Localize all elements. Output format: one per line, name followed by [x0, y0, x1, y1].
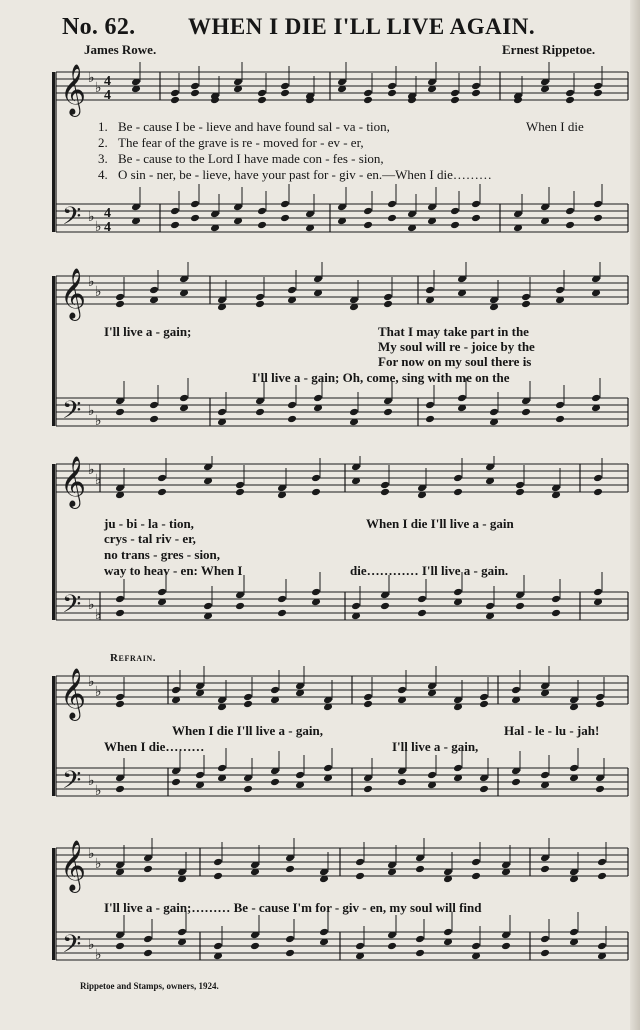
note-head — [471, 89, 481, 98]
note-head — [280, 82, 290, 91]
note-head — [485, 602, 495, 611]
note-head — [593, 89, 603, 98]
treble-clef-icon: 𝄞 — [60, 840, 87, 891]
music-system-5 — [0, 828, 640, 978]
note-head — [511, 778, 521, 787]
lyric-line: My soul will re - joice by the — [378, 339, 535, 354]
note-head — [243, 785, 253, 794]
note-head — [190, 89, 200, 98]
treble-clef-icon: 𝄞 — [60, 268, 87, 319]
note-head — [540, 771, 550, 780]
music-system-2 — [0, 262, 640, 452]
note-head — [311, 588, 321, 597]
note-head — [190, 82, 200, 91]
note-head — [479, 700, 489, 709]
note-head — [457, 394, 467, 403]
lyric-line: ju - bi - la - tion, — [104, 516, 194, 531]
copyright-credit: Rippetoe and Stamps, owners, 1924. — [80, 981, 219, 991]
note-head — [319, 928, 329, 937]
note-head — [450, 207, 460, 216]
note-head — [511, 686, 521, 695]
note-head — [555, 415, 565, 424]
system-brace — [52, 72, 55, 232]
note-head — [170, 89, 180, 98]
note-head — [143, 949, 153, 958]
note-head — [597, 858, 607, 867]
note-head — [351, 602, 361, 611]
time-signature-bottom: 4 — [104, 220, 111, 235]
note-head — [515, 481, 525, 490]
note-head — [177, 928, 187, 937]
note-head — [115, 785, 125, 794]
note-head — [593, 588, 603, 597]
lyric-line: Hal - le - lu - jah! — [504, 723, 600, 738]
note-head — [415, 935, 425, 944]
verse-line-4: 4. O sin - ner, be - lieve, have your past for - giv - en.—When I die……… — [98, 167, 492, 182]
note-head — [540, 949, 550, 958]
note-head — [277, 609, 287, 618]
note-head — [555, 286, 565, 295]
note-head — [280, 200, 290, 209]
treble-clef-icon: 𝄞 — [60, 64, 87, 115]
note-head — [363, 96, 373, 105]
note-head — [453, 474, 463, 483]
time-signature-bottom: 4 — [104, 88, 111, 103]
note-head — [363, 785, 373, 794]
flat-icon: ♭ — [88, 275, 95, 290]
verse-line-2: 2. The fear of the grave is re - moved for - ev - er, — [98, 135, 364, 150]
composer-credit: Ernest Rippetoe. — [502, 42, 596, 57]
bass-clef-icon: 𝄢 — [62, 930, 82, 965]
note-head — [380, 602, 390, 611]
flat-icon: ♭ — [88, 210, 95, 225]
note-head — [295, 771, 305, 780]
note-head — [171, 778, 181, 787]
note-head — [383, 408, 393, 417]
note-head — [551, 609, 561, 618]
bass-clef-icon: 𝄢 — [62, 590, 82, 625]
lyric-line: no trans - gres - sion, — [104, 547, 221, 562]
lyric-line: When I die I'll live a - gain — [366, 516, 514, 531]
lyric-line: I'll live a - gain, — [392, 739, 479, 754]
note-head — [257, 96, 267, 105]
note-head — [355, 858, 365, 867]
note-head — [115, 408, 125, 417]
bass-clef-icon: 𝄢 — [62, 202, 82, 237]
note-head — [471, 200, 481, 209]
note-head — [425, 401, 435, 410]
lyricist-credit: James Rowe. — [84, 42, 157, 57]
bass-clef-icon: 𝄢 — [62, 766, 82, 801]
note-head — [417, 595, 427, 604]
note-head — [425, 286, 435, 295]
note-head — [521, 408, 531, 417]
music-system-4 — [0, 652, 640, 827]
note-head — [311, 488, 321, 497]
note-head — [597, 942, 607, 951]
note-head — [235, 488, 245, 497]
flat-icon: ♭ — [88, 404, 95, 419]
flat-icon: ♭ — [88, 675, 95, 690]
note-head — [243, 700, 253, 709]
note-head — [569, 928, 579, 937]
note-head — [443, 928, 453, 937]
note-head — [363, 221, 373, 230]
note-head — [387, 214, 397, 223]
flat-icon: ♭ — [95, 857, 102, 872]
note-head — [569, 764, 579, 773]
note-head — [471, 942, 481, 951]
note-head — [235, 481, 245, 490]
note-head — [387, 82, 397, 91]
flat-icon: ♭ — [95, 220, 102, 235]
flat-icon: ♭ — [95, 784, 102, 799]
note-head — [157, 488, 167, 497]
system-brace — [52, 676, 55, 796]
note-head — [489, 408, 499, 417]
note-head — [143, 865, 153, 874]
note-head — [280, 214, 290, 223]
note-head — [565, 221, 575, 230]
lyric-line: die………… I'll live a - gain. — [350, 563, 509, 578]
note-head — [213, 858, 223, 867]
lyric-line: When I die I'll live a - gain, — [172, 723, 323, 738]
note-head — [453, 588, 463, 597]
system-brace — [52, 464, 55, 620]
note-head — [597, 872, 607, 881]
note-head — [149, 286, 159, 295]
time-signature-top: 4 — [104, 74, 111, 89]
note-head — [250, 942, 260, 951]
flat-icon: ♭ — [95, 948, 102, 963]
note-head — [515, 488, 525, 497]
note-head — [170, 207, 180, 216]
note-head — [540, 935, 550, 944]
note-head — [417, 609, 427, 618]
note-head — [143, 935, 153, 944]
flat-icon: ♭ — [95, 81, 102, 96]
flat-icon: ♭ — [95, 414, 102, 429]
flat-icon: ♭ — [95, 685, 102, 700]
note-head — [285, 935, 295, 944]
note-head — [521, 300, 531, 309]
note-head — [380, 488, 390, 497]
note-head — [397, 778, 407, 787]
note-head — [595, 693, 605, 702]
note-head — [355, 872, 365, 881]
note-head — [471, 872, 481, 881]
treble-clef-icon: 𝄞 — [60, 456, 87, 507]
note-head — [565, 89, 575, 98]
note-head — [415, 949, 425, 958]
hymn-title: WHEN I DIE I'LL LIVE AGAIN. — [188, 14, 536, 39]
note-head — [157, 588, 167, 597]
echo-text: When I die — [526, 119, 584, 134]
note-head — [285, 949, 295, 958]
lyric-line: That I may take part in the — [378, 324, 529, 339]
note-head — [115, 300, 125, 309]
note-head — [453, 488, 463, 497]
note-head — [593, 488, 603, 497]
note-head — [255, 300, 265, 309]
note-head — [287, 286, 297, 295]
bass-clef-icon: 𝄢 — [62, 396, 82, 431]
note-head — [257, 89, 267, 98]
note-head — [555, 401, 565, 410]
lyric-line: I'll live a - gain; — [104, 324, 192, 339]
verse-line-3: 3. Be - cause to the Lord I have made con - fes - sion, — [98, 151, 384, 166]
note-head — [593, 200, 603, 209]
note-head — [540, 865, 550, 874]
note-head — [311, 474, 321, 483]
flat-icon: ♭ — [88, 71, 95, 86]
note-head — [190, 200, 200, 209]
note-head — [171, 686, 181, 695]
treble-clef-icon: 𝄞 — [60, 668, 87, 719]
note-head — [270, 686, 280, 695]
note-head — [471, 82, 481, 91]
lyric-line: I'll live a - gain; Oh, come, sing with me on the — [252, 370, 510, 385]
note-head — [217, 408, 227, 417]
note-head — [593, 474, 603, 483]
note-head — [427, 771, 437, 780]
note-head — [170, 221, 180, 230]
flat-icon: ♭ — [88, 598, 95, 613]
flat-icon: ♭ — [95, 285, 102, 300]
system-brace — [52, 848, 55, 960]
note-head — [565, 96, 575, 105]
note-head — [243, 693, 253, 702]
note-head — [521, 293, 531, 302]
note-head — [387, 942, 397, 951]
note-head — [287, 401, 297, 410]
time-signature-top: 4 — [104, 206, 111, 221]
note-head — [157, 474, 167, 483]
flat-icon: ♭ — [95, 608, 102, 623]
note-head — [115, 595, 125, 604]
flat-icon: ♭ — [88, 847, 95, 862]
note-head — [591, 394, 601, 403]
hymn-header — [0, 0, 640, 62]
note-head — [450, 89, 460, 98]
lyric-line: I'll live a - gain;……… Be - cause I'm for - giv - en, my soul will find — [104, 900, 482, 915]
note-head — [257, 221, 267, 230]
note-head — [287, 415, 297, 424]
note-head — [471, 214, 481, 223]
note-head — [415, 865, 425, 874]
note-head — [593, 214, 603, 223]
note-head — [363, 693, 373, 702]
verse-line-1: 1. Be - cause I be - lieve and have found sal - va - tion, — [98, 119, 390, 134]
note-head — [285, 865, 295, 874]
note-head — [213, 942, 223, 951]
note-head — [363, 89, 373, 98]
note-head — [501, 942, 511, 951]
music-system-3 — [0, 456, 640, 646]
note-head — [425, 415, 435, 424]
note-head — [479, 693, 489, 702]
note-head — [565, 207, 575, 216]
note-head — [551, 595, 561, 604]
note-head — [471, 858, 481, 867]
note-head — [190, 214, 200, 223]
note-head — [115, 293, 125, 302]
note-head — [115, 942, 125, 951]
flat-icon: ♭ — [88, 774, 95, 789]
note-head — [387, 89, 397, 98]
note-head — [213, 872, 223, 881]
note-head — [595, 785, 605, 794]
system-brace — [52, 276, 55, 426]
note-head — [595, 700, 605, 709]
note-head — [257, 207, 267, 216]
note-head — [280, 89, 290, 98]
flat-icon: ♭ — [88, 463, 95, 478]
note-head — [363, 207, 373, 216]
lyric-line: crys - tal riv - er, — [104, 531, 196, 546]
note-head — [255, 293, 265, 302]
flat-icon: ♭ — [95, 473, 102, 488]
staff-svg-3 — [0, 456, 640, 646]
note-head — [235, 602, 245, 611]
note-head — [593, 82, 603, 91]
music-system-1 — [0, 58, 640, 248]
note-head — [277, 595, 287, 604]
note-head — [115, 609, 125, 618]
note-head — [355, 942, 365, 951]
note-head — [450, 96, 460, 105]
note-head — [323, 764, 333, 773]
note-head — [115, 700, 125, 709]
note-head — [313, 394, 323, 403]
note-head — [397, 686, 407, 695]
staff-svg-4 — [0, 652, 640, 827]
lyric-line: When I die……… — [104, 739, 205, 754]
note-head — [349, 408, 359, 417]
note-head — [203, 602, 213, 611]
note-head — [179, 394, 189, 403]
note-head — [170, 96, 180, 105]
note-head — [115, 693, 125, 702]
note-head — [387, 200, 397, 209]
note-head — [380, 481, 390, 490]
lyric-line: way to heav - en: When I — [104, 563, 243, 578]
note-head — [149, 415, 159, 424]
note-head — [515, 602, 525, 611]
refrain-label: Refrain. — [110, 652, 157, 664]
note-head — [383, 300, 393, 309]
flat-icon: ♭ — [88, 938, 95, 953]
note-head — [383, 293, 393, 302]
note-head — [149, 401, 159, 410]
hymn-number: No. 62. — [62, 14, 136, 40]
note-head — [453, 764, 463, 773]
note-head — [255, 408, 265, 417]
note-head — [270, 778, 280, 787]
note-head — [479, 785, 489, 794]
staff-svg-2 — [0, 262, 640, 452]
note-head — [450, 221, 460, 230]
note-head — [217, 764, 227, 773]
lyric-line: For now on my soul there is — [378, 354, 532, 369]
note-head — [363, 700, 373, 709]
note-head — [195, 771, 205, 780]
